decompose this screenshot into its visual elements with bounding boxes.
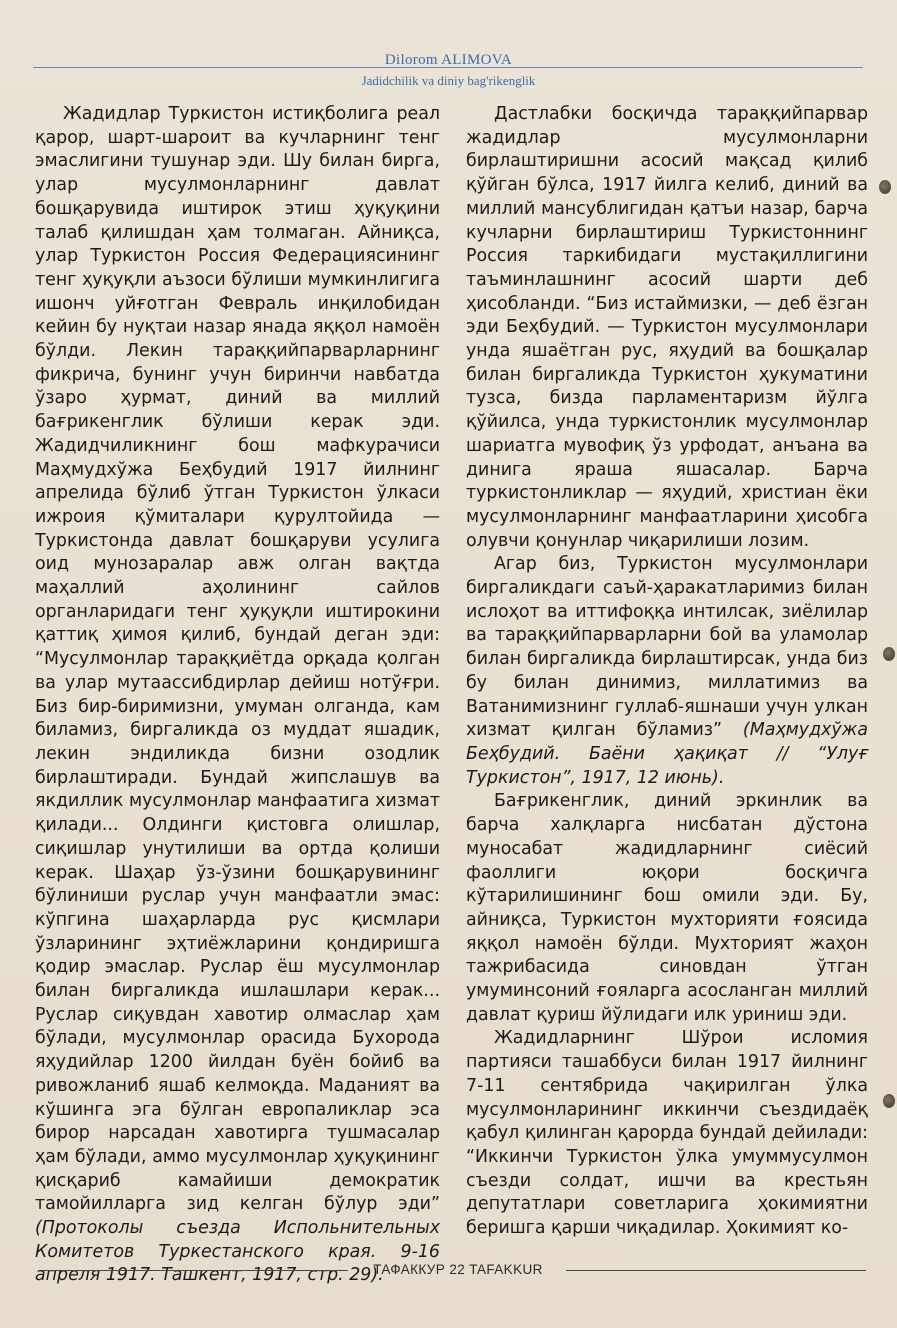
paragraph: Жадидларнинг Шўрои исломия партияси ташаббуси билан 1917 йилнинг 7-11 сентябрида чақирилган ўлка мусулмонларининг иккинчи съездидаёқ қабул қилинган қарорда бундай дейилади: “Иккинчи Туркистон ўлка умуммусулмон съезди солдат, ишчи ва крестьян депутатлари советларига ҳокимиятни беришга қарши чиқадилар. Ҳокимият ко- xyxy=(466,1028,868,1239)
paragraph xyxy=(466,553,868,790)
staple-hole-mark xyxy=(883,647,895,661)
header-author: Dilorom ALIMOVA xyxy=(384,52,513,68)
footer-rule-left xyxy=(42,1270,348,1271)
paragraph: Бағрикенглик, диний эркинлик ва барча халқларга нисбатан дўстона муносабат жадидларнинг сиёсий фаоллиги юқори босқичга кўтарилишининг бош омили эди. Бу, айниқса, Туркистон мухторияти ғоясида яққол намоён бўлди. Мухторият жаҳон тажрибасида синовдан ўтган умуминсоний ғояларга асосланган миллий давлат қуриш йўлидаги илк уриниш эди. xyxy=(466,791,868,1025)
footer-rule-right xyxy=(566,1270,866,1271)
footer-page-label: ТАФАККУР 22 TAFAKKUR xyxy=(373,1262,543,1277)
paragraph-text: Жадидлар Туркистон истиқболига реал қарор, шарт-шароит ва кучларнинг тенг эмаслигини тушунар эди. Шу билан бирга, улар мусулмонларнинг давлат бошқарувида иштирок этиш ҳуқуқини талаб қилишдан ҳам толмаган. Айниқса, улар Туркистон Россия Федерациясининг тенг ҳуқуқли аъзоси бўлиши мумкинлигига ишонч уйғотган Февраль инқилобидан кейин бу нуқтаи назар янада яққол намоён бўлди. Лекин тараққийпарварларнинг фикрича, бунинг учун биринчи навбатда ўзаро ҳурмат, диний ва миллий бағрикенглик бўлиши керак эди. Жадидчиликнинг бош мафкурачиси Маҳмудхўжа Беҳбудий 1917 йилнинг апрелида бўлиб ўтган Туркистон ўлкаси ижроия қўмиталари қурултойида — Туркистонда давлат бошқаруви усулига оид мунозаралар авж олган вақтда маҳаллий аҳолининг сайлов органларидаги тенг ҳуқуқли иштирокини қаттиқ ҳимоя қилиб, бундай деган эди: “Мусулмонлар тараққиётда орқада қолган ва улар мутаассибдирлар дейиш нотўғри. Биз бир-биримизни, умуман олганда, кам биламиз, биргаликда оз муддат яшадик, лекин эндиликда бизни озодлик бирлаштиради. Бундай жипслашув ва якдиллик мусулмонлар манфаатига хизмат қилади... Олдинги қистовга олишлар, сиқишлар унутилиши ва ортда қолиши керак. Шаҳар ўз-ўзини бошқарувининг бўлиниши руслар учун манфаатли эмас: кўпгина шаҳарларда рус қисмлари ўзларининг эҳтиёжларини қондиришга қодир эмаслар. Руслар ёш мусулмонлар билан биргаликда ишлашлари керак... Руслар сиқувдан хавотир олмаслар ҳам бўлади, мусулмонлар орасида Бухорода яҳудийлар 1200 йилдан буён бойиб ва ривожланиб яшаб келмоқда. Маданият ва кўшинга эга бўлган европаликлар эса бирор нарсадан хавотирга тушмасалар ҳам бўлади, аммо мусулмонлар ҳуқуқининг қисқариб камайиши демократик тамойилларга зид келган бўлур эди” xyxy=(35,104,440,1215)
header-subtitle: Jadidchilik va diniy bag'rikenglik xyxy=(361,73,536,88)
paragraph-text: Агар биз, Туркистон мусулмонлари биргаликдаги саъй-ҳаракатларимиз билан ислоҳот ва иттифоққа интилсак, зиёлилар ва тараққийпарварларни бой ва уламолар билан биргаликда бирлаштирсак, унда биз бу билан динимиз, миллатимиз ва Ватанимизнинг гуллаб-яшнаши учун улкан хизмат қилган бўламиз” xyxy=(466,554,868,741)
staple-hole-mark xyxy=(879,180,891,194)
citation: (Маҳмудхўжа Беҳбудий. Баёни ҳақиқат // “Улуғ Туркистон”, 1917, 12 июнь). xyxy=(466,720,869,788)
staple-hole-mark xyxy=(883,1094,895,1108)
citation: (Протоколы съезда Испольнительных Комитетов Туркестанского края. 9-16 апреля 1917. Ташкент, 1917, стр. 29). xyxy=(35,1218,440,1286)
right-column xyxy=(466,103,868,1241)
paragraph xyxy=(35,103,440,1288)
header-divider xyxy=(33,67,863,68)
paragraph: Дастлабки босқичда тараққийпарвар жадидлар мусулмонларни бирлаштиришни асосий мақсад қилиб қўйган бўлса, 1917 йилга келиб, диний ва миллий мансублигидан қатъи назар, барча кучларни бирлаштириш Туркистоннинг Россия таркибидаги мустақиллигини таъминлашнинг асосий шарти деб ҳисобланди. “Биз истаймизки, — деб ёзган эди Беҳбудий. — Туркистон мусулмонлари унда яшаётган рус, яҳудий ва бошқалар билан биргаликда Туркистон ҳукуматини тузса, бизда парламентаризм йўлга қўйилса, унда туркистонлик мусулмонлар шариатга мувофиқ ўз урфодат, анъана ва динига яраша яшасалар. Барча туркистонликлар — яҳудий, христиан ёки мусулмонларнинг манфаатларини ҳисобга олувчи қонунлар чиқарилиши лозим. xyxy=(466,104,868,551)
left-column xyxy=(35,103,440,1288)
